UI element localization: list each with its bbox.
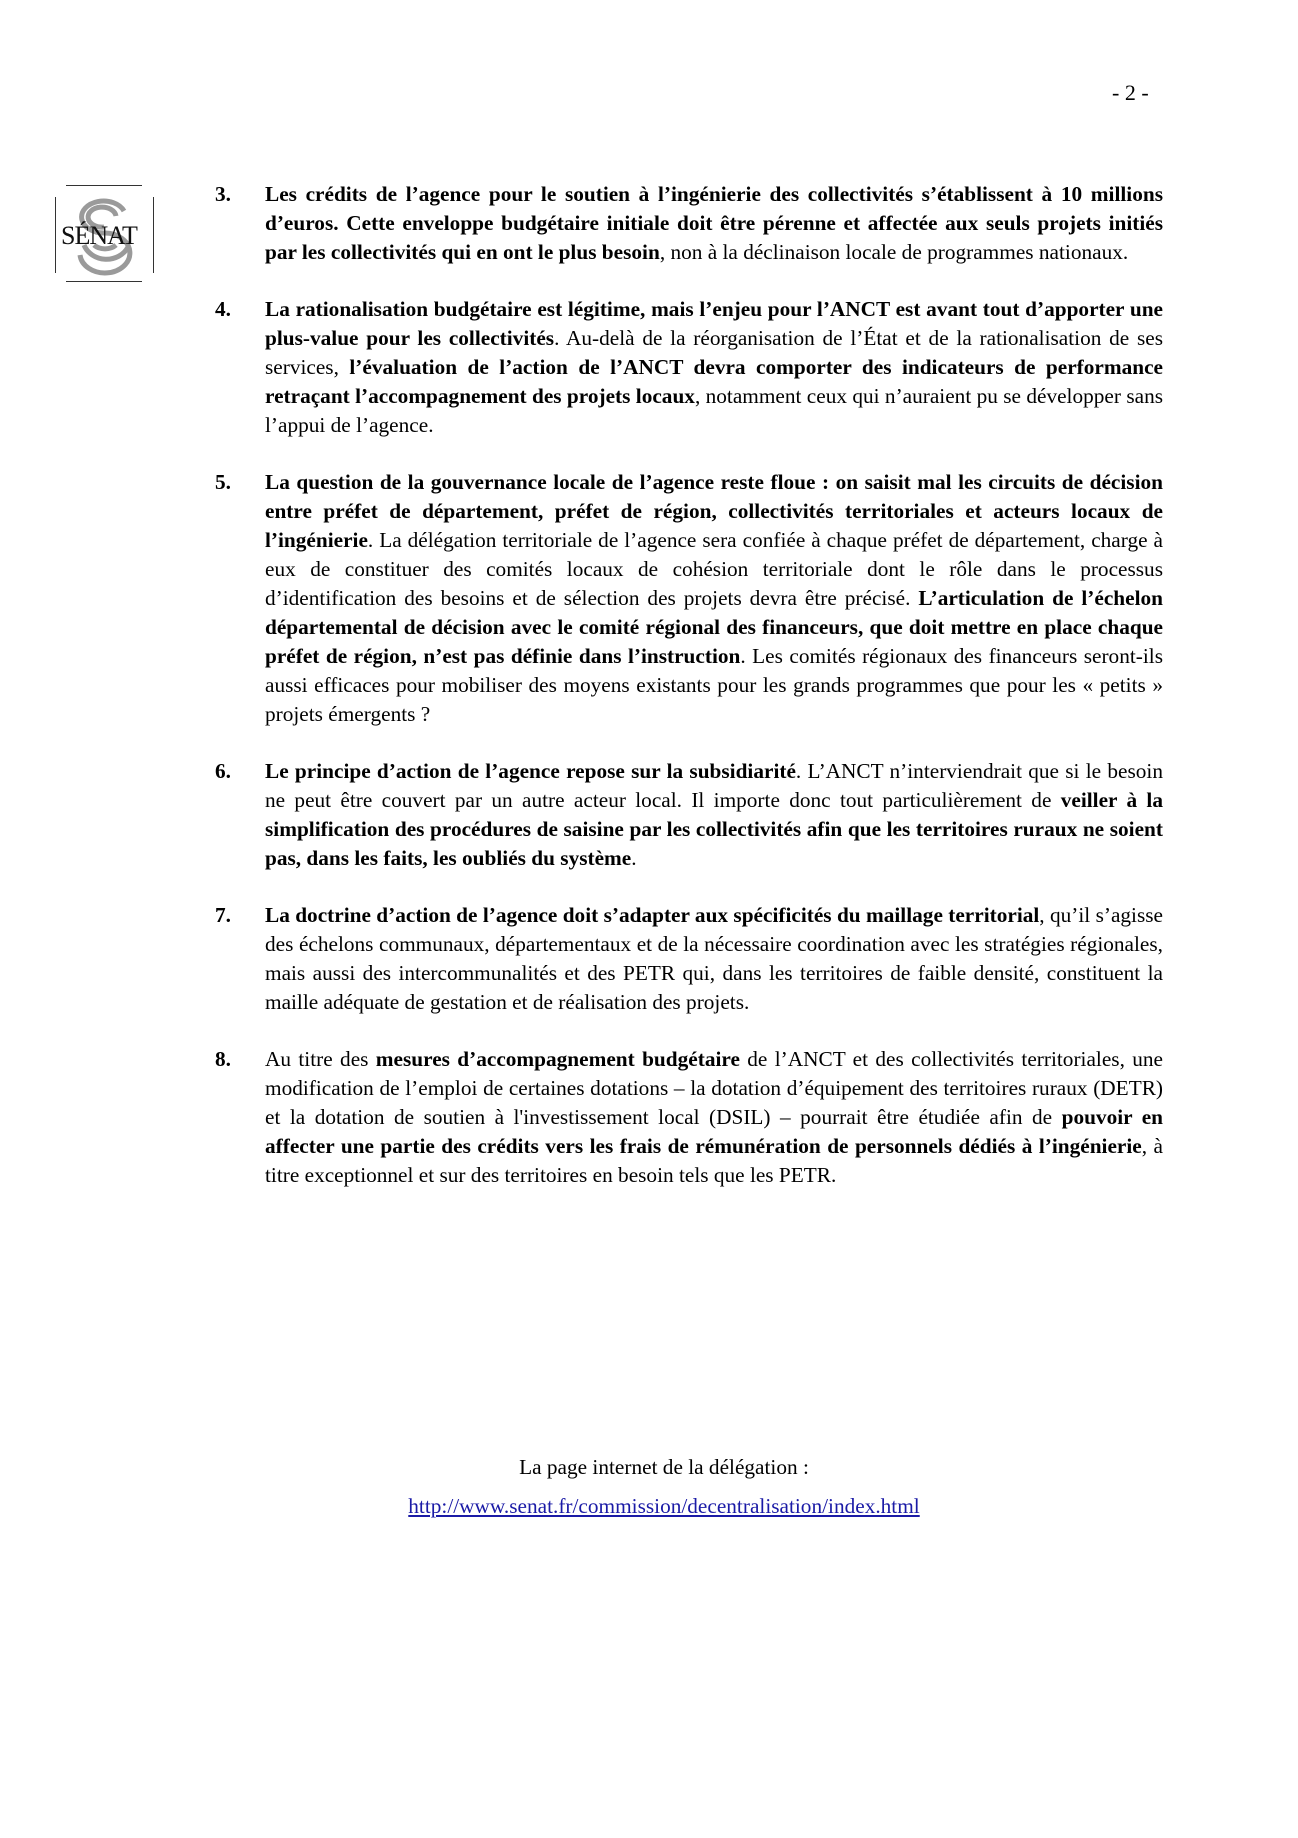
item-text: [265, 295, 1163, 440]
text-segment: , à titre exceptionnel et sur des territoires en besoin tels que les PETR.: [265, 1134, 1163, 1187]
senat-logo: [54, 183, 154, 283]
text-segment: , non à la déclinaison locale de programmes nationaux.: [659, 240, 1129, 264]
text-segment: , qu’il s’agisse des échelons communaux, départementaux et de la nécessaire coordination avec les stratégies régionales, mais aussi des intercommunalités et des PETR qui, dans les territoires de faible densité, constituent la maille adéquate de gestation et de réalisation des projets.: [265, 903, 1163, 1014]
text-segment: , notamment ceux qui n’auraient pu se développer sans l’appui de l’agence.: [265, 384, 1164, 437]
recommendation-item: [215, 901, 1163, 1017]
text-segment: . Au-delà de la réorganisation de l’État et de la rationalisation de ses services,: [265, 326, 1164, 379]
bold-text-segment: veiller à la simplification des procédures de saisine par les collectivités afin que les territoires ruraux ne soient pas, dans les faits, les oubliés du système: [265, 788, 1163, 870]
item-number: 8.: [215, 1047, 231, 1071]
bold-text-segment: Les crédits de l’agence pour le soutien à l’ingénierie des collectivités s’établissent à 10 millions d’euros. Cette enveloppe budgétaire initiale doit être pérenne et affectée aux seuls projets initiés par les collectivités qui en ont le plus besoin: [265, 182, 1163, 264]
logo-text: SÉNAT: [61, 221, 137, 250]
item-text: [265, 468, 1163, 729]
item-text: [265, 1045, 1163, 1190]
bold-text-segment: La doctrine d’action de l’agence doit s’adapter aux spécificités du maillage territorial: [265, 903, 1040, 927]
recommendations-list: [215, 180, 1163, 1218]
item-text: [265, 757, 1163, 873]
recommendation-item: [215, 295, 1163, 440]
bold-text-segment: l’évaluation de l’action de l’ANCT devra comporter des indicateurs de performance retraçant l’accompagnement des projets locaux: [265, 355, 1164, 408]
item-number: 6.: [215, 759, 231, 783]
text-segment: de l’ANCT et des collectivités territoriales, une modification de l’emploi de certaines dotations – la dotation d’équipement des territoires ruraux (DETR) et la dotation de soutien à l'investissement local (DSIL) – pourrait être étudiée afin de: [265, 1047, 1163, 1129]
recommendation-item: [215, 1045, 1163, 1190]
text-segment: . La délégation territoriale de l’agence sera confiée à chaque préfet de département, charge à eux de constituer des comités locaux de cohésion territoriale dont le rôle dans le processus d’identification des besoins et de sélection des projets devra être précisé.: [265, 528, 1163, 610]
recommendation-item: [215, 757, 1163, 873]
item-number: 5.: [215, 470, 231, 494]
delegation-website-link[interactable]: http://www.senat.fr/commission/decentralisation/index.html: [408, 1494, 920, 1518]
text-segment: .: [631, 846, 637, 870]
item-number: 3.: [215, 182, 231, 206]
text-segment: . L’ANCT n’interviendrait que si le besoin ne peut être couvert par un autre acteur local. Il importe donc tout particulièrement de: [265, 759, 1163, 812]
recommendation-item: [215, 468, 1163, 729]
item-number: 4.: [215, 297, 231, 321]
recommendation-item: [215, 180, 1163, 267]
page-number: - 2 -: [1112, 80, 1149, 105]
bold-text-segment: La question de la gouvernance locale de l’agence reste floue : on saisit mal les circuits de décision entre préfet de département, préfet de région, collectivités territoriales et acteurs locaux de l’ingénierie: [265, 470, 1163, 552]
bold-text-segment: pouvoir en affecter une partie des crédits vers les frais de rémunération de personnels dédiés à l’ingénierie: [265, 1105, 1163, 1158]
bold-text-segment: La rationalisation budgétaire est légitime, mais l’enjeu pour l’ANCT est avant tout d’apporter une plus-value pour les collectivités: [265, 297, 1163, 350]
text-segment: . Les comités régionaux des financeurs seront-ils aussi efficaces pour mobiliser des moyens existants pour les grands programmes que pour les « petits » projets émergents ?: [265, 644, 1163, 726]
bold-text-segment: L’articulation de l’échelon départemental de décision avec le comité régional des financeurs, que doit mettre en place chaque préfet de région, n’est pas définie dans l’instruction: [265, 586, 1163, 668]
footer-label: La page internet de la délégation :: [519, 1455, 809, 1479]
footer: [0, 1455, 1298, 1519]
bold-text-segment: Le principe d’action de l’agence repose sur la subsidiarité: [265, 759, 796, 783]
text-segment: Au titre des: [265, 1047, 376, 1071]
bold-text-segment: mesures d’accompagnement budgétaire: [375, 1047, 740, 1071]
item-number: 7.: [215, 903, 231, 927]
item-text: [265, 180, 1163, 267]
item-text: [265, 901, 1163, 1017]
